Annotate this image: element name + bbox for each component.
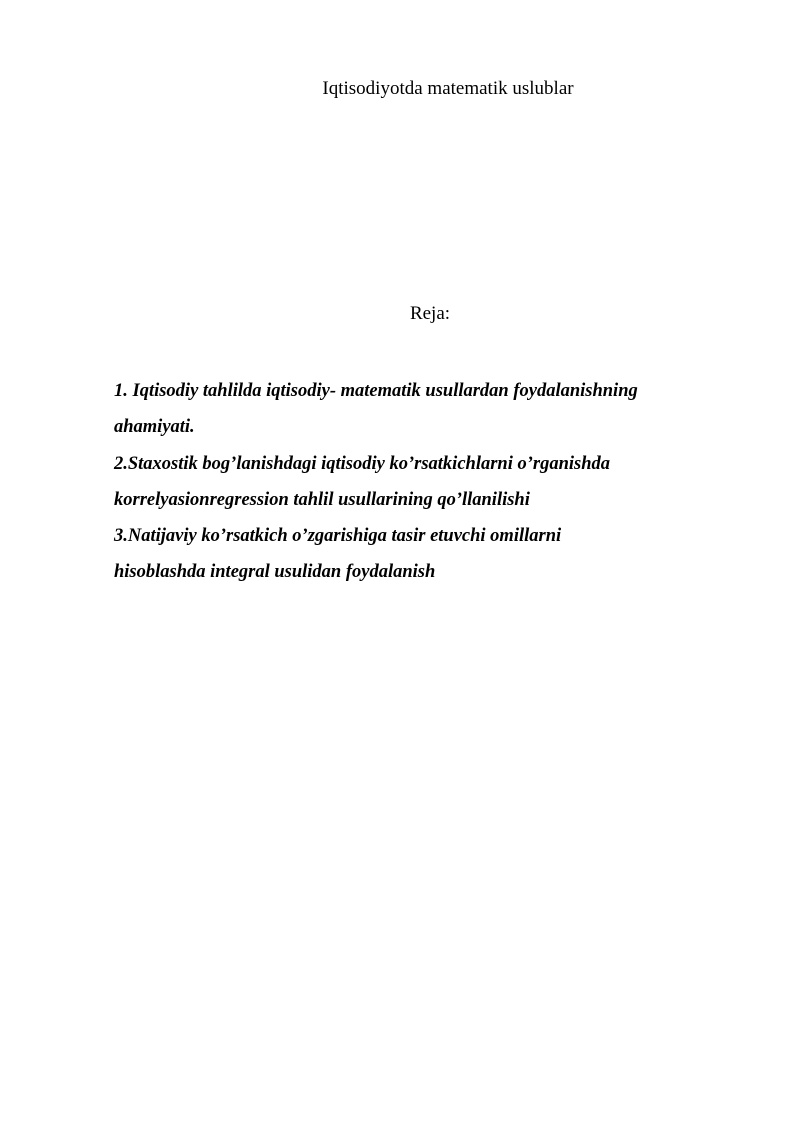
plan-item-line: hisoblashda integral usulidan foydalanish (114, 562, 436, 583)
plan-item-line: ahamiyati. (114, 417, 195, 438)
plan-list (114, 373, 754, 591)
plan-heading: Reja: (409, 303, 451, 324)
plan-item-line: 2.Staxostik bog’lanishdagi iqtisodiy ko’rsatkichlarni o’rganishda (114, 453, 610, 474)
plan-item (114, 446, 754, 519)
plan-item (114, 373, 754, 446)
plan-item-line: 1. Iqtisodiy tahlilda iqtisodiy- matematik usullardan foydalanishning (114, 381, 638, 401)
plan-item-line: korrelyasionregression tahlil usullarining qo’llanilishi (114, 489, 530, 510)
plan-item (114, 518, 754, 591)
plan-item-line: 3.Natijaviy ko’rsatkich o’zgarishiga tasir etuvchi omillarni (114, 526, 562, 547)
document-title: Iqtisodiyotda matematik uslublar (322, 78, 574, 99)
